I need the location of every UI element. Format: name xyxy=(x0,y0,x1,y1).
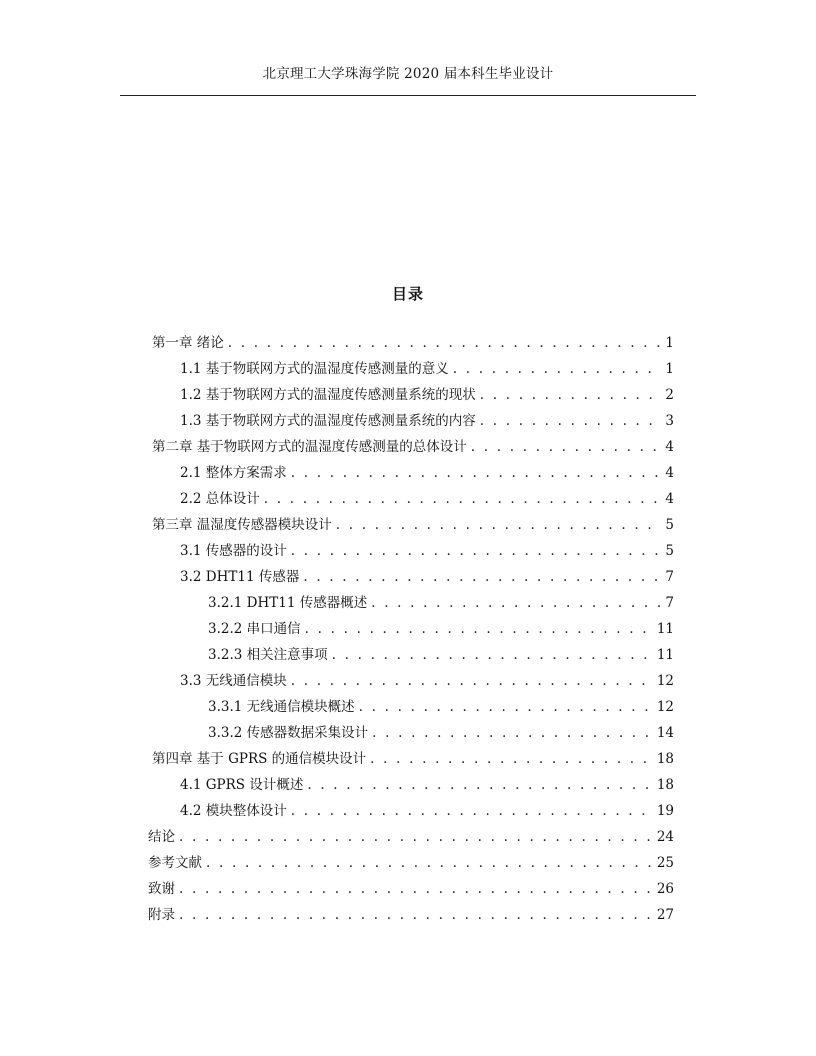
toc-entry[interactable] xyxy=(180,541,674,561)
toc-entry-label: 3.2.2 串口通信 xyxy=(208,621,301,637)
toc-dot-leader xyxy=(291,541,662,561)
toc-entry-label: 参考文献 xyxy=(148,855,202,871)
toc-entry-page-number: 18 xyxy=(656,777,674,793)
toc-dot-leader xyxy=(307,775,652,795)
toc-entry[interactable] xyxy=(180,359,674,379)
toc-dot-leader xyxy=(305,619,653,639)
toc-entry-page-number: 5 xyxy=(665,517,674,533)
toc-entry-page-number: 18 xyxy=(656,751,674,767)
toc-entry[interactable] xyxy=(208,697,674,717)
toc-entry-page-number: 2 xyxy=(665,387,674,403)
toc-entry-label: 第四章 基于 GPRS 的通信模块设计 xyxy=(152,751,367,767)
toc-entry-label: 2.1 整体方案需求 xyxy=(180,465,287,481)
toc-entry-label: 致谢 xyxy=(148,881,175,897)
toc-entry-label: 4.1 GPRS 设计概述 xyxy=(180,777,304,793)
page-header: 北京理工大学珠海学院 2020 届本科生毕业设计 xyxy=(262,66,554,82)
toc-dot-leader xyxy=(336,515,662,535)
toc-entry-page-number: 26 xyxy=(656,881,674,897)
toc-entry-page-number: 3 xyxy=(665,413,674,429)
toc-entry-label: 第一章 绪论 xyxy=(152,335,224,351)
toc-dot-leader xyxy=(480,411,662,431)
toc-dot-leader xyxy=(264,489,662,509)
toc-entry[interactable] xyxy=(152,749,674,769)
toc-entry-page-number: 1 xyxy=(665,361,674,377)
toc-entry[interactable] xyxy=(208,619,674,639)
toc-entry-label: 4.2 模块整体设计 xyxy=(180,803,287,819)
toc-dot-leader xyxy=(359,697,653,717)
toc-entry-page-number: 11 xyxy=(656,621,674,637)
toc-dot-leader xyxy=(179,879,653,899)
toc-entry[interactable] xyxy=(148,879,674,899)
toc-entry-page-number: 27 xyxy=(656,907,674,923)
toc-entry[interactable] xyxy=(208,645,674,665)
toc-entry-label: 3.2.1 DHT11 传感器概述 xyxy=(208,595,368,611)
toc-entry[interactable] xyxy=(180,671,674,691)
toc-entry-label: 3.3.1 无线通信模块概述 xyxy=(208,699,355,715)
toc-entry[interactable] xyxy=(180,775,674,795)
toc-entry-label: 3.3.2 传感器数据采集设计 xyxy=(208,725,369,741)
toc-entry-page-number: 11 xyxy=(656,647,674,663)
toc-entry-page-number: 14 xyxy=(656,725,674,741)
toc-dot-leader xyxy=(471,437,662,457)
toc-entry-label: 3.3 无线通信模块 xyxy=(180,673,287,689)
toc-entry-label: 3.1 传感器的设计 xyxy=(180,543,287,559)
toc-dot-leader xyxy=(291,801,653,821)
toc-entry-label: 3.2 DHT11 传感器 xyxy=(180,569,300,585)
toc-entry-page-number: 19 xyxy=(656,803,674,819)
toc-dot-leader xyxy=(370,749,653,769)
toc-entry[interactable] xyxy=(208,723,674,743)
toc-entry-page-number: 7 xyxy=(665,569,674,585)
toc-entry-page-number: 24 xyxy=(656,829,674,845)
toc-entry-label: 第三章 温湿度传感器模块设计 xyxy=(152,517,332,533)
toc-dot-leader xyxy=(372,723,653,743)
toc-entry-label: 第二章 基于物联网方式的温湿度传感测量的总体设计 xyxy=(152,439,467,455)
toc-entry-page-number: 4 xyxy=(665,491,674,507)
toc-entry-page-number: 25 xyxy=(656,855,674,871)
toc-dot-leader xyxy=(453,359,662,379)
toc-dot-leader xyxy=(371,593,661,613)
toc-entry[interactable] xyxy=(180,463,674,483)
toc-entry[interactable] xyxy=(180,801,674,821)
toc-entry-label: 2.2 总体设计 xyxy=(180,491,260,507)
toc-entry-label: 1.2 基于物联网方式的温湿度传感测量系统的现状 xyxy=(180,387,476,403)
toc-dot-leader xyxy=(206,853,653,873)
header-divider xyxy=(120,95,696,96)
toc-entry[interactable] xyxy=(148,827,674,847)
toc-entry[interactable] xyxy=(148,905,674,925)
toc-dot-leader xyxy=(303,567,661,587)
toc-entry-label: 附录 xyxy=(148,907,175,923)
toc-entry[interactable] xyxy=(152,333,674,353)
toc-entry-label: 结论 xyxy=(148,829,175,845)
toc-entry[interactable] xyxy=(180,489,674,509)
toc-entry[interactable] xyxy=(148,853,674,873)
toc-dot-leader xyxy=(179,905,653,925)
toc-entry[interactable] xyxy=(208,593,674,613)
toc-entry-page-number: 4 xyxy=(665,465,674,481)
toc-entry-page-number: 4 xyxy=(665,439,674,455)
toc-title: 目录 xyxy=(391,285,424,303)
toc-entry-label: 1.3 基于物联网方式的温湿度传感测量系统的内容 xyxy=(180,413,476,429)
toc-entry[interactable] xyxy=(180,385,674,405)
toc-entry-page-number: 7 xyxy=(665,595,674,611)
toc-entry[interactable] xyxy=(180,567,674,587)
toc-entry-page-number: 5 xyxy=(665,543,674,559)
toc-entry-label: 1.1 基于物联网方式的温湿度传感测量的意义 xyxy=(180,361,449,377)
toc-entry-label: 3.2.3 相关注意事项 xyxy=(208,647,328,663)
toc-entry-page-number: 12 xyxy=(656,699,674,715)
toc-dot-leader xyxy=(228,333,662,353)
toc-entry-page-number: 1 xyxy=(665,335,674,351)
toc-dot-leader xyxy=(179,827,653,847)
toc-entry[interactable] xyxy=(152,515,674,535)
toc-dot-leader xyxy=(291,463,662,483)
toc-dot-leader xyxy=(332,645,653,665)
toc-entry-page-number: 12 xyxy=(656,673,674,689)
toc-entry[interactable] xyxy=(180,411,674,431)
toc-entry[interactable] xyxy=(152,437,674,457)
toc-dot-leader xyxy=(291,671,653,691)
toc-dot-leader xyxy=(480,385,662,405)
